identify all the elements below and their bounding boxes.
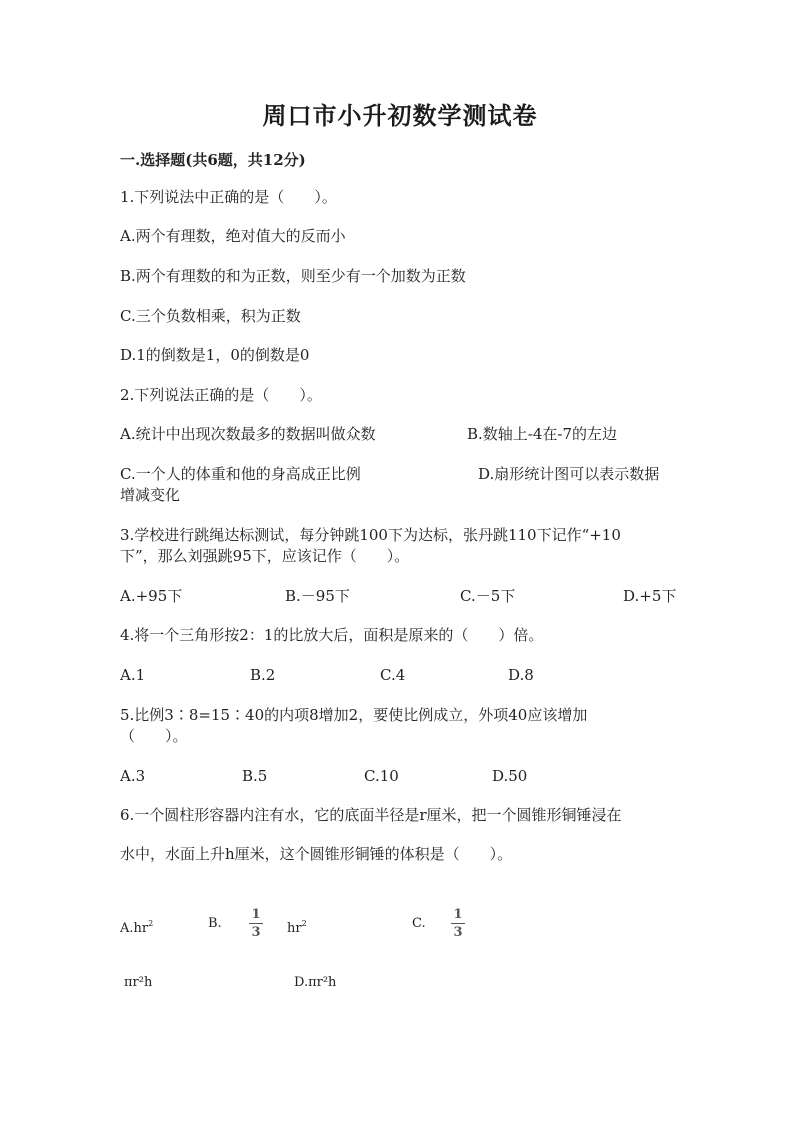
question-2-option-d[interactable]: D.扇形统计图可以表示数据 <box>478 465 660 483</box>
question-1-option-b[interactable]: B.两个有理数的和为正数，则至少有一个加数为正数 <box>120 267 466 285</box>
question-6-option-c-tail: πr²h <box>124 975 153 990</box>
question-6-stem-line-2: 水中，水面上升h厘米，这个圆锥形铜锤的体积是（ ）。 <box>120 845 513 863</box>
question-4-option-a[interactable]: A.1 <box>120 666 146 684</box>
question-2-option-c[interactable]: C.一个人的体重和他的身高成正比例 <box>120 465 361 483</box>
question-6-option-c[interactable]: C. <box>412 916 426 931</box>
question-4-option-b[interactable]: B.2 <box>250 666 276 684</box>
fraction-bar <box>249 923 263 924</box>
question-3-option-b[interactable]: B.－95下 <box>285 587 350 605</box>
fraction-denominator: 3 <box>251 925 261 940</box>
question-4-stem: 4.将一个三角形按2：1的比放大后，面积是原来的（ ）倍。 <box>120 626 544 644</box>
question-3-stem-line-1: 3.学校进行跳绳达标测试，每分钟跳100下为达标，张丹跳110下记作“+10 <box>120 526 621 544</box>
fraction-one-third <box>451 908 465 940</box>
question-1-stem: 1.下列说法中正确的是（ ）。 <box>120 188 337 206</box>
question-2-option-d-continued: 增减变化 <box>120 486 181 504</box>
question-3-stem-line-2: 下”，那么刘强跳95下，应该记作（ ）。 <box>120 547 410 565</box>
question-5-option-b[interactable]: B.5 <box>242 767 268 785</box>
fraction-one-third <box>249 908 263 940</box>
fraction-denominator: 3 <box>453 925 463 940</box>
question-6-stem-line-1: 6.一个圆柱形容器内注有水，它的底面半径是r厘米，把一个圆锥形铜锤浸在 <box>120 806 622 824</box>
question-6-option-b-tail-text: hr <box>287 921 302 936</box>
question-5-stem-line-1: 5.比例3∶8=15∶40的内项8增加2，要使比例成立，外项40应该增加 <box>120 706 588 724</box>
question-6-option-b-tail <box>287 914 307 939</box>
fraction-numerator: 1 <box>251 907 261 922</box>
question-6-option-a-text: A.hr <box>120 921 149 936</box>
superscript: 2 <box>301 919 307 928</box>
fraction-numerator: 1 <box>453 907 463 922</box>
superscript: 2 <box>148 919 154 928</box>
question-6-option-b[interactable]: B. <box>208 916 222 931</box>
question-2-option-a[interactable]: A.统计中出现次数最多的数据叫做众数 <box>120 425 376 443</box>
question-3-option-a[interactable]: A.+95下 <box>120 587 183 605</box>
question-1-option-a[interactable]: A.两个有理数，绝对值大的反而小 <box>120 227 346 245</box>
question-4-option-c[interactable]: C.4 <box>380 666 406 684</box>
page-title: 周口市小升初数学测试卷 <box>262 101 538 130</box>
question-5-option-d[interactable]: D.50 <box>492 767 528 785</box>
section-heading: 一.选择题(共6题，共12分) <box>120 151 306 169</box>
question-3-option-c[interactable]: C.－5下 <box>460 587 516 605</box>
question-6-option-d[interactable]: D.πr²h <box>294 975 337 990</box>
question-6-option-a[interactable] <box>120 914 153 939</box>
question-5-option-a[interactable]: A.3 <box>120 767 146 785</box>
question-5-stem-line-2: （ ）。 <box>120 727 188 745</box>
question-1-option-d[interactable]: D.1的倒数是1，0的倒数是0 <box>120 346 310 364</box>
question-5-option-c[interactable]: C.10 <box>364 767 399 785</box>
question-2-stem: 2.下列说法正确的是（ ）。 <box>120 386 322 404</box>
question-4-option-d[interactable]: D.8 <box>508 666 534 684</box>
question-1-option-c[interactable]: C.三个负数相乘，积为正数 <box>120 307 301 325</box>
fraction-bar <box>451 923 465 924</box>
question-2-option-b[interactable]: B.数轴上-4在-7的左边 <box>467 425 618 443</box>
question-3-option-d[interactable]: D.+5下 <box>623 587 677 605</box>
